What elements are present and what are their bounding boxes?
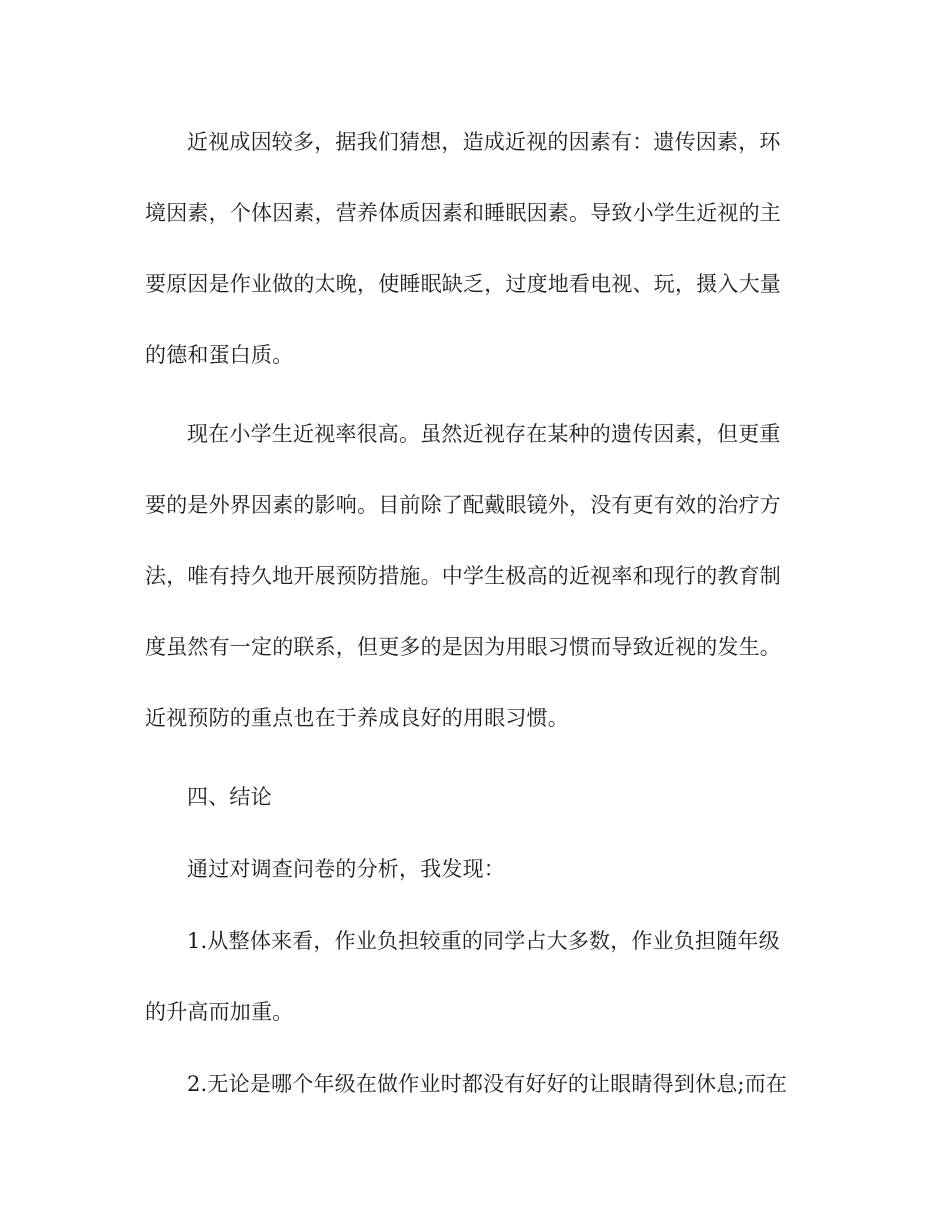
paragraph-2-line-3: 法，唯有持久地开展预防措施。中学生极高的近视率和现行的教育制 [145, 564, 781, 588]
paragraph-1-line-3: 要原因是作业做的太晚，使睡眠缺乏，过度地看电视、玩，摄入大量 [145, 272, 781, 296]
paragraph-2-line-2: 要的是外界因素的影响。目前除了配戴眼镜外，没有更有效的治疗方 [145, 493, 781, 517]
paragraph-2-line-4: 度虽然有一定的联系，但更多的是因为用眼习惯而导致近视的发生。 [145, 635, 781, 659]
paragraph-1-line-4: 的德和蛋白质。 [145, 343, 294, 367]
section-heading: 四、结论 [187, 785, 272, 809]
paragraph-3-line-1: 通过对调查问卷的分析，我发现： [187, 857, 505, 881]
paragraph-1-line-1: 近视成因较多，据我们猜想，造成近视的因素有：遗传因素，环 [187, 130, 781, 154]
paragraph-2-line-1: 现在小学生近视率很高。虽然近视存在某种的遗传因素，但更重 [187, 422, 781, 446]
list-item-2-line-1: 2.无论是哪个年级在做作业时都没有好好的让眼睛得到休息;而在 [187, 1072, 788, 1096]
paragraph-2-line-5: 近视预防的重点也在于养成良好的用眼习惯。 [145, 706, 569, 730]
paragraph-1-line-2: 境因素，个体因素，营养体质因素和睡眠因素。导致小学生近视的主 [145, 201, 781, 225]
list-item-1-line-1: 1.从整体来看，作业负担较重的同学占大多数，作业负担随年级 [187, 929, 780, 953]
list-item-1-line-2: 的升高而加重。 [145, 1000, 294, 1024]
